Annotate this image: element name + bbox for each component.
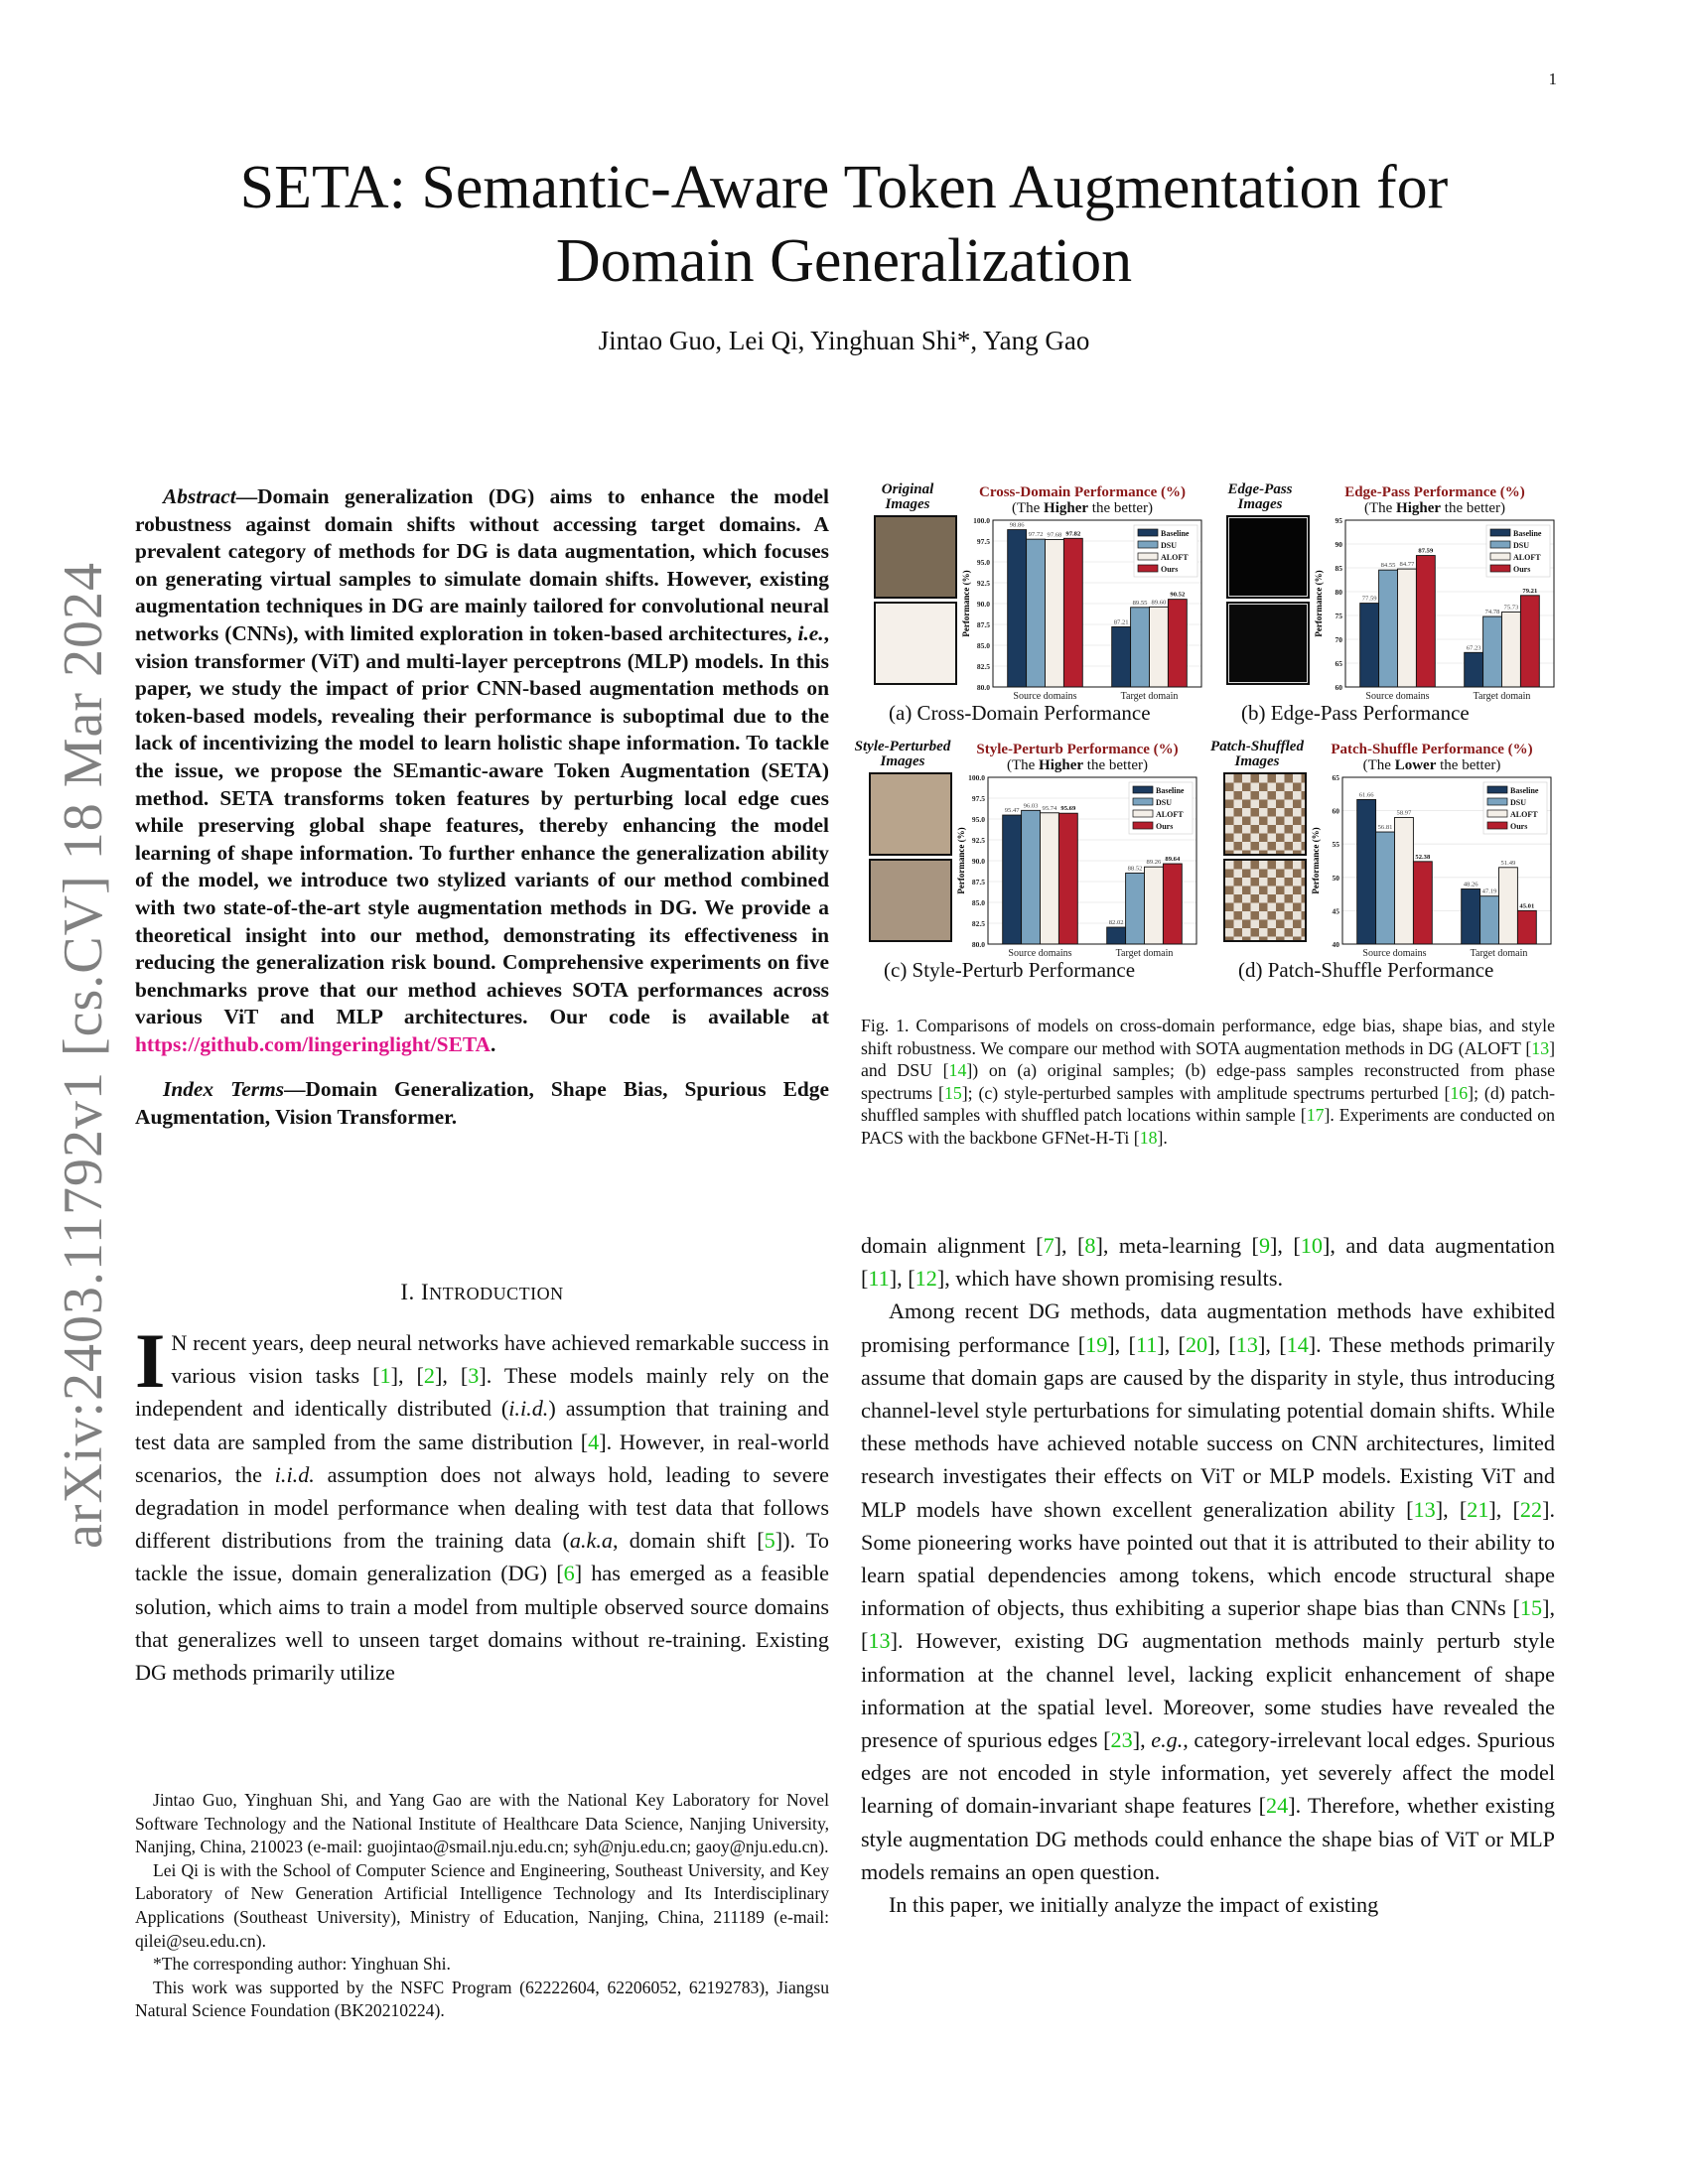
svg-text:80.0: 80.0 [976, 683, 990, 692]
bar-ours [1517, 910, 1536, 944]
citation[interactable]: 10 [1300, 1233, 1323, 1258]
thumbnail-label: Original Images [881, 481, 934, 512]
bar-chart [954, 773, 1202, 962]
svg-text:85.0: 85.0 [971, 898, 985, 907]
sample-image [869, 859, 952, 942]
bar-aloft [1499, 868, 1518, 944]
svg-text:Target domain: Target domain [1120, 691, 1179, 702]
svg-text:ALOFT: ALOFT [1161, 553, 1189, 562]
bar-baseline [1112, 626, 1131, 687]
bar-chart [1312, 516, 1560, 705]
bar-baseline [1107, 927, 1126, 944]
footnote: *The corresponding author: Yinghuan Shi. [153, 1954, 451, 1975]
bar-ours [1168, 600, 1187, 687]
svg-text:Ours: Ours [1513, 565, 1531, 574]
svg-text:48.26: 48.26 [1463, 881, 1478, 888]
svg-text:65: 65 [1335, 659, 1342, 668]
sample-image [1223, 859, 1307, 942]
svg-text:95.74: 95.74 [1042, 804, 1057, 812]
svg-text:58.97: 58.97 [1396, 809, 1412, 817]
svg-text:Source domains: Source domains [1013, 691, 1077, 702]
svg-text:ALOFT: ALOFT [1156, 810, 1184, 819]
bar-chart [1309, 773, 1557, 962]
svg-text:Target domain: Target domain [1470, 948, 1528, 959]
panel-label: (b) Edge-Pass Performance [1241, 701, 1470, 725]
title-line-1: SETA: Semantic-Aware Token Augmentation for [239, 154, 1449, 221]
index-terms: Index Terms—Domain Generalization, Shape Bias, Spurious Edge Augmentation, Vision Transformer. [135, 1077, 829, 1130]
section-heading-introduction: I. INTRODUCTION [400, 1280, 564, 1304]
bar-dsu [1376, 832, 1395, 944]
panel-label: (c) Style-Perturb Performance [884, 958, 1136, 982]
svg-text:Performance (%): Performance (%) [1314, 570, 1324, 637]
svg-text:89.26: 89.26 [1146, 859, 1162, 867]
arxiv-stamp: arXiv:2403.11792v1 [cs.CV] 18 Mar 2024 [53, 561, 114, 1549]
svg-text:Source domains: Source domains [1008, 948, 1072, 959]
svg-text:89.64: 89.64 [1165, 856, 1181, 864]
svg-text:95: 95 [1335, 516, 1342, 525]
citation[interactable]: 15 [943, 1082, 962, 1103]
bar-ours [1058, 813, 1077, 944]
citation[interactable]: 14 [1286, 1331, 1309, 1357]
svg-text:Baseline: Baseline [1510, 786, 1539, 795]
svg-text:95.0: 95.0 [971, 815, 985, 824]
svg-text:90.0: 90.0 [971, 857, 985, 866]
svg-text:98.86: 98.86 [1009, 521, 1025, 529]
figure-caption: Fig. 1. Comparisons of models on cross-domain performance, edge bias, shape bias, and style shift robustness. We compare our method with SOTA augmentation methods in DG (ALOFT [13] and DSU [14]) on (a) original samples; (b) edge-pass samples reconstructed from phase spectrums [15]; (c) style-perturbed samples with amplitude spectrums perturbed [16]; (d) patch-shuffled samples with shuffled patch locations within sample [17]. Experiments are conducted on PACS with the backbone GFNet-H-Ti [18]. [861, 1016, 1556, 1148]
svg-text:Ours: Ours [1161, 565, 1179, 574]
sample-image [874, 515, 957, 599]
svg-text:80.0: 80.0 [971, 940, 985, 949]
sample-image [874, 602, 957, 685]
bar-dsu [1379, 570, 1398, 687]
citation[interactable]: 15 [1519, 1595, 1543, 1621]
svg-text:60: 60 [1335, 683, 1342, 692]
svg-text:100.0: 100.0 [968, 773, 985, 782]
right-column-text: domain alignment [7], [8], meta-learning [9], [10], and data augmentation [11], [12], which have shown promising results. Among recent DG methods, data augmentation methods have exhibited promising performance [19], [11], [20], [13], [14]. These methods primarily assume that domain gaps are caused by the disparity in style, thus introducing channel-level style perturbations for simulating potential domain shifts. While these methods have achieved notable success on CNN architectures, limited research investigates their effects on ViT or MLP models. Existing ViT and MLP models have shown excellent generalization ability [13], [21], [22]. Some pioneering works have pointed out that it is attributed to their ability to learn spatial dependencies among tokens, which encode structural shape information of objects, thus exhibiting a superior shape bias than CNNs [15], [13]. However, existing DG augmentation methods mainly perturb style information at the channel level, lacking explicit enhancement of shape information at the spatial level. Moreover, some studies have revealed the presence of spurious edges [23], e.g., category-irrelevant local edges. Spurious edges are not encoded in style information, yet severely affect the model learning of domain-invariant shape features [24]. Therefore, whether existing style augmentation DG methods could enhance the shape bias of ViT or MLP models remains an open question. In this paper, we initially analyze the impact of existing [861, 1233, 1556, 1918]
bar-dsu [1022, 810, 1041, 944]
svg-text:95.69: 95.69 [1060, 805, 1076, 813]
svg-text:100.0: 100.0 [973, 516, 990, 525]
svg-text:75.73: 75.73 [1503, 604, 1519, 612]
footnote: Jintao Guo, Yinghuan Shi, and Yang Gao are with the National Key Laboratory for Novel Software Technology and the National Institute of Healthcare Data Science, Nanjing University, Nanjing, China, 210023 (e-mail: guojintao@smail.nju.edu.cn; syh@nju.edu.cn; gaoy@nju.edu.cn). [135, 1790, 829, 1857]
citation[interactable]: 3 [468, 1363, 480, 1389]
bar-baseline [1003, 815, 1022, 944]
svg-text:85: 85 [1335, 564, 1342, 573]
code-link[interactable]: https://github.com/lingeringlight/SETA [135, 1031, 491, 1056]
citation[interactable]: 8 [1084, 1233, 1096, 1258]
svg-text:70: 70 [1335, 635, 1342, 644]
svg-text:80: 80 [1335, 588, 1342, 597]
svg-text:DSU: DSU [1161, 541, 1178, 550]
citation[interactable]: 13 [868, 1628, 891, 1654]
svg-text:DSU: DSU [1513, 541, 1530, 550]
citation[interactable]: 21 [1467, 1496, 1489, 1522]
bar-ours [1413, 862, 1432, 944]
svg-text:82.5: 82.5 [971, 919, 985, 928]
citation[interactable]: 18 [1139, 1127, 1158, 1148]
svg-text:Source domains: Source domains [1362, 948, 1427, 959]
svg-text:61.66: 61.66 [1358, 791, 1374, 799]
svg-text:87.59: 87.59 [1418, 547, 1434, 555]
svg-text:88.52: 88.52 [1127, 865, 1143, 873]
authors: Jintao Guo, Lei Qi, Yinghuan Shi*, Yang Gao [598, 326, 1090, 355]
citation[interactable]: 4 [588, 1429, 600, 1454]
sample-image [1223, 772, 1307, 856]
figure-panel [864, 480, 1201, 724]
svg-text:90: 90 [1335, 540, 1342, 549]
svg-text:Baseline: Baseline [1161, 529, 1190, 538]
svg-text:60: 60 [1332, 806, 1339, 816]
page-number: 1 [1548, 69, 1557, 88]
figure-panel [1216, 480, 1554, 724]
svg-text:87.21: 87.21 [1113, 618, 1129, 626]
citation[interactable]: 13 [1235, 1331, 1258, 1357]
bar-aloft [1145, 867, 1164, 944]
citation[interactable]: 16 [1450, 1082, 1469, 1103]
svg-text:84.55: 84.55 [1380, 562, 1396, 570]
paper-title [0, 151, 1688, 298]
svg-text:82.5: 82.5 [976, 662, 990, 671]
svg-text:97.68: 97.68 [1047, 531, 1062, 539]
bar-aloft [1041, 813, 1059, 944]
svg-text:45: 45 [1332, 906, 1339, 916]
svg-text:82.02: 82.02 [1108, 919, 1124, 927]
svg-text:55: 55 [1332, 840, 1339, 850]
introduction-text: I N recent years, deep neural networks have achieved remarkable success in various vision tasks [1], [2], [3]. These models mainly rely on the independent and identically distributed (i.i.d.) assumption that training and test data are sampled from the same distribution [4]. However, in real-world scenarios, the i.i.d. assumption does not always hold, leading to severe degradation in model performance when dealing with test data that follows different distributions from the training data (a.k.a, domain shift [5]). To tackle the issue, domain generalization (DG) [6] has emerged as a feasible solution, which aims to train a model from multiple observed source domains that generalizes well to unseen target domains without re-training. Existing DG methods primarily utilize [135, 1317, 830, 1686]
citation[interactable]: 20 [1185, 1331, 1208, 1357]
svg-text:79.21: 79.21 [1522, 587, 1538, 595]
panel-label: (a) Cross-Domain Performance [889, 701, 1151, 725]
svg-text:Performance (%): Performance (%) [1311, 827, 1321, 894]
figure-panel [854, 738, 1196, 982]
svg-text:50: 50 [1332, 873, 1339, 883]
svg-text:97.72: 97.72 [1028, 531, 1044, 539]
svg-text:90.0: 90.0 [976, 600, 990, 609]
drop-cap: I [135, 1317, 166, 1404]
bar-baseline [1360, 604, 1379, 687]
svg-text:97.82: 97.82 [1065, 530, 1081, 538]
svg-text:ALOFT: ALOFT [1510, 810, 1538, 819]
svg-text:89.60: 89.60 [1151, 599, 1167, 607]
svg-text:77.59: 77.59 [1361, 595, 1377, 603]
bar-baseline [1462, 888, 1480, 944]
bar-ours [1520, 596, 1539, 687]
svg-text:ALOFT: ALOFT [1513, 553, 1541, 562]
citation[interactable]: 23 [1110, 1727, 1133, 1753]
sample-image [1226, 515, 1310, 599]
svg-text:45.01: 45.01 [1519, 902, 1535, 910]
citation[interactable]: 9 [1258, 1233, 1271, 1258]
bar-dsu [1131, 608, 1150, 687]
thumbnail-label: Patch-Shuffled Images [1210, 739, 1304, 769]
bar-dsu [1027, 539, 1046, 687]
citation[interactable]: 17 [1306, 1105, 1325, 1126]
footnote: Lei Qi is with the School of Computer Science and Engineering, Southeast University, and Key Laboratory of New Generation Artificial Intelligence Technology and Its Interdisciplinary Applications (Southeast University), Ministry of Education, Nanjing, China, 211189 (e-mail: qilei@seu.edu.cn). [135, 1859, 829, 1951]
panel-label: (d) Patch-Shuffle Performance [1238, 958, 1494, 982]
figure-panel [1210, 738, 1551, 982]
svg-text:95.0: 95.0 [976, 558, 990, 567]
svg-text:51.49: 51.49 [1500, 859, 1516, 867]
bar-dsu [1483, 616, 1502, 687]
svg-text:89.55: 89.55 [1132, 599, 1148, 607]
svg-text:84.77: 84.77 [1399, 561, 1415, 569]
bar-baseline [1008, 530, 1027, 687]
citation[interactable]: 11 [868, 1266, 890, 1292]
svg-text:DSU: DSU [1510, 798, 1527, 807]
bar-aloft [1395, 818, 1414, 944]
svg-text:Target domain: Target domain [1115, 948, 1174, 959]
bar-dsu [1126, 873, 1145, 944]
thumbnail-label: Style-Perturbed Images [854, 739, 951, 769]
bar-dsu [1480, 896, 1499, 944]
citation[interactable]: 24 [1266, 1793, 1289, 1819]
bar-ours [1416, 556, 1435, 687]
svg-text:Source domains: Source domains [1365, 691, 1430, 702]
svg-text:Baseline: Baseline [1156, 786, 1185, 795]
bar-aloft [1046, 539, 1064, 687]
svg-text:96.03: 96.03 [1023, 802, 1039, 810]
chart-title: Patch-Shuffle Performance (%) (The Lower the better) [1331, 742, 1533, 773]
citation[interactable]: 1 [379, 1363, 391, 1389]
svg-text:97.5: 97.5 [971, 794, 985, 803]
bar-aloft [1150, 607, 1169, 687]
svg-text:95.47: 95.47 [1004, 807, 1020, 815]
citation[interactable]: 13 [1531, 1037, 1550, 1058]
svg-text:87.5: 87.5 [976, 620, 990, 629]
svg-text:DSU: DSU [1156, 798, 1173, 807]
bar-baseline [1357, 799, 1376, 944]
bar-ours [1163, 864, 1182, 944]
svg-text:Target domain: Target domain [1473, 691, 1531, 702]
svg-text:75: 75 [1335, 612, 1342, 620]
bar-aloft [1502, 612, 1521, 687]
svg-text:87.5: 87.5 [971, 878, 985, 887]
citation[interactable]: 5 [764, 1528, 775, 1554]
citation[interactable]: 6 [563, 1561, 575, 1586]
citation[interactable]: 2 [423, 1363, 435, 1389]
citation[interactable]: 14 [948, 1060, 967, 1081]
citation[interactable]: 12 [914, 1266, 937, 1292]
citation[interactable]: 7 [1043, 1233, 1055, 1258]
bar-baseline [1465, 652, 1483, 687]
svg-text:92.5: 92.5 [976, 579, 990, 588]
svg-text:Performance (%): Performance (%) [956, 827, 966, 894]
thumbnail-label: Edge-Pass Images [1227, 481, 1293, 512]
svg-text:97.5: 97.5 [976, 537, 990, 546]
sample-image [1226, 602, 1310, 685]
svg-text:74.78: 74.78 [1484, 609, 1500, 616]
svg-text:47.19: 47.19 [1481, 887, 1497, 895]
bar-ours [1063, 538, 1082, 687]
svg-text:Ours: Ours [1156, 822, 1174, 831]
svg-text:Baseline: Baseline [1513, 529, 1542, 538]
svg-text:65: 65 [1332, 773, 1339, 782]
svg-text:40: 40 [1332, 940, 1339, 949]
svg-text:85.0: 85.0 [976, 641, 990, 650]
bar-aloft [1398, 569, 1417, 687]
svg-text:92.5: 92.5 [971, 836, 985, 845]
footnote: This work was supported by the NSFC Program (62222604, 62206052, 62192783), Jiangsu Natural Science Foundation (BK20210224). [135, 1977, 829, 2021]
title-line-2: Domain Generalization [555, 227, 1133, 295]
svg-text:Performance (%): Performance (%) [961, 570, 971, 637]
svg-text:52.38: 52.38 [1415, 853, 1431, 861]
abstract: Abstract—Domain generalization (DG) aims to enhance the model robustness against domain shifts without accessing target domains. A prevalent category of methods for DG is data augmentation, which focuses on generating virtual samples to simulate domain shifts. However, existing augmentation techniques in DG are mainly tailored for convolutional neural networks (CNNs), with limited exploration in token-based architectures, i.e., vision transformer (ViT) and multi-layer perceptrons (MLP) models. In this paper, we study the impact of prior CNN-based augmentation methods on token-based models, revealing their performance is suboptimal due to the lack of incentivizing the model to learn holistic shape information. To tackle the issue, we propose the SEmantic-aware Token Augmentation (SETA) method. SETA transforms token features by perturbing local edge cues while preserving global shape features, thereby enhancing the model learning of shape information. To further enhance the generalization ability of the model, we introduce two stylized variants of our method combined with two state-of-the-art style augmentation methods in DG. We provide a theoretical insight into our method, demonstrating its effectiveness in reducing the generalization risk bound. Comprehensive experiments on five benchmarks prove that our method achieves SOTA performances across various ViT and MLP architectures. Our code is available at https://github.com/lingeringlight/SETA. Index Terms—Domain Generalization, Shape Bias, Spurious Edge Augmentation, Vision Transformer. [135, 483, 829, 1132]
svg-text:56.81: 56.81 [1377, 824, 1393, 832]
citation[interactable]: 22 [1519, 1496, 1543, 1522]
bar-chart [959, 516, 1207, 705]
sample-image [869, 772, 952, 856]
svg-text:Ours: Ours [1510, 822, 1528, 831]
svg-text:90.52: 90.52 [1170, 591, 1186, 599]
footnotes [135, 1789, 829, 2023]
citation[interactable]: 13 [1413, 1496, 1436, 1522]
chart-title: Edge-Pass Performance (%) (The Higher the better) [1344, 484, 1525, 516]
abstract-label: Abstract [163, 484, 236, 508]
chart-title: Cross-Domain Performance (%) (The Higher the better) [978, 484, 1186, 516]
citation[interactable]: 19 [1085, 1331, 1108, 1357]
citation[interactable]: 11 [1135, 1331, 1158, 1357]
svg-text:67.23: 67.23 [1466, 644, 1481, 652]
chart-title: Style-Perturb Performance (%) (The Higher the better) [976, 742, 1179, 773]
